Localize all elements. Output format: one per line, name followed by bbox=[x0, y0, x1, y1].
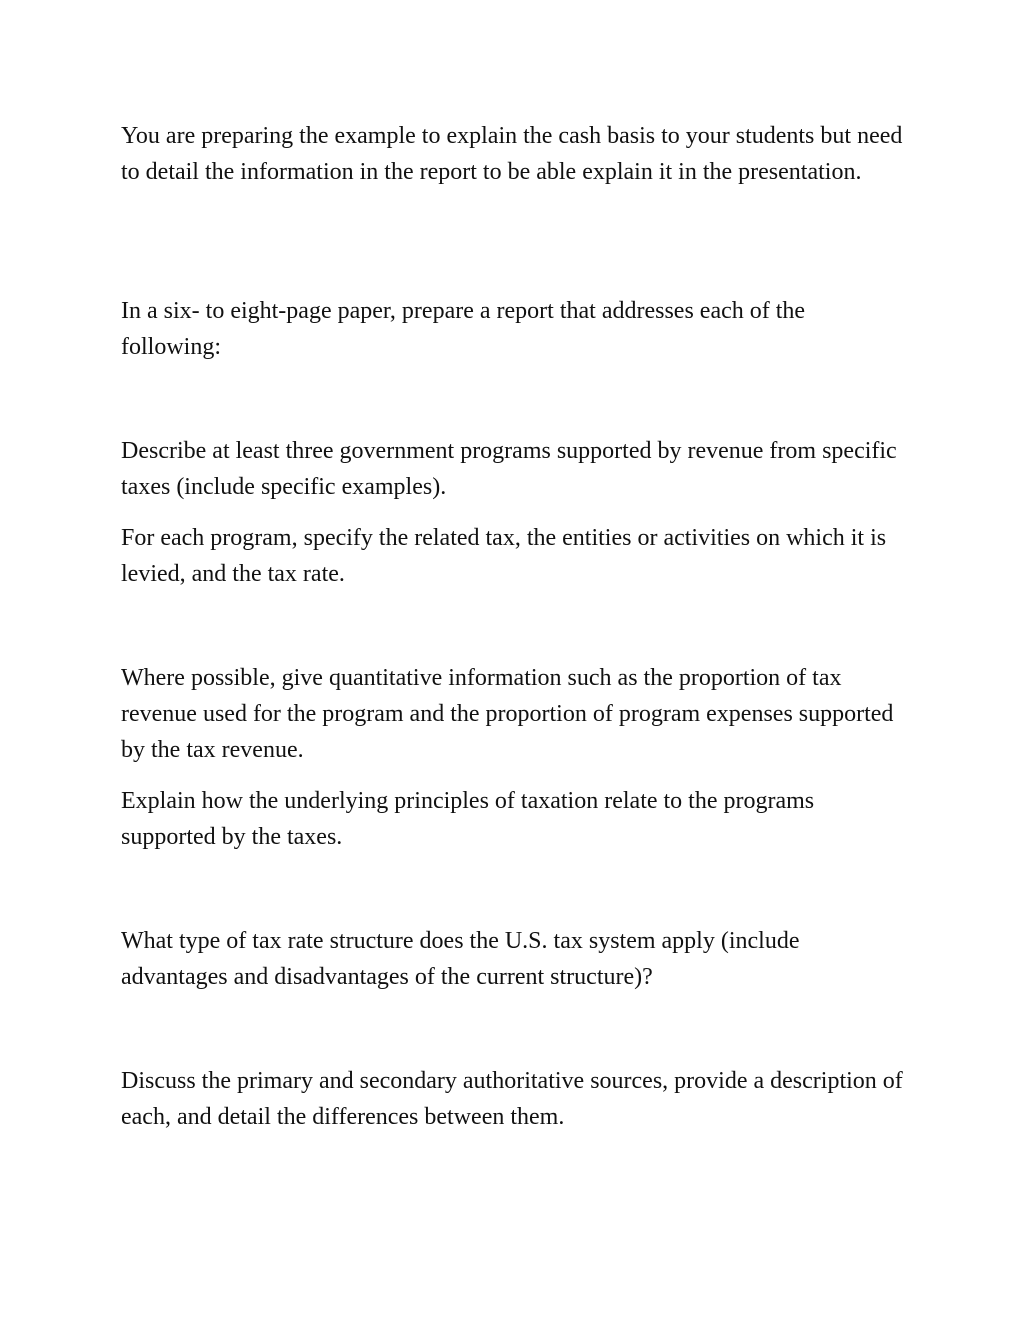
paragraph-sources: Discuss the primary and secondary authoritative sources, provide a description of each, and detail the differences between them. bbox=[121, 1068, 903, 1130]
paragraph-intro: You are preparing the example to explain the cash basis to your students but need to detail the information in the report to be able explain it in the presentation. bbox=[121, 123, 903, 185]
paragraph-assignment: In a six- to eight-page paper, prepare a report that addresses each of the following: bbox=[121, 298, 806, 360]
paragraph-programs: Describe at least three government programs supported by revenue from specific taxes (include specific examples). bbox=[121, 438, 897, 500]
paragraph-program-details: For each program, specify the related tax, the entities or activities on which it is levied, and the tax rate. bbox=[121, 525, 887, 587]
paragraph-rate-structure: What type of tax rate structure does the U.S. tax system apply (include advantages and disadvantages of the current structure)? bbox=[121, 928, 800, 990]
paragraph-principles: Explain how the underlying principles of taxation relate to the programs supported by the taxes. bbox=[121, 788, 815, 850]
paragraph-quantitative: Where possible, give quantitative information such as the proportion of tax revenue used for the program and the proportion of program expenses supported by the tax revenue. bbox=[121, 665, 894, 763]
